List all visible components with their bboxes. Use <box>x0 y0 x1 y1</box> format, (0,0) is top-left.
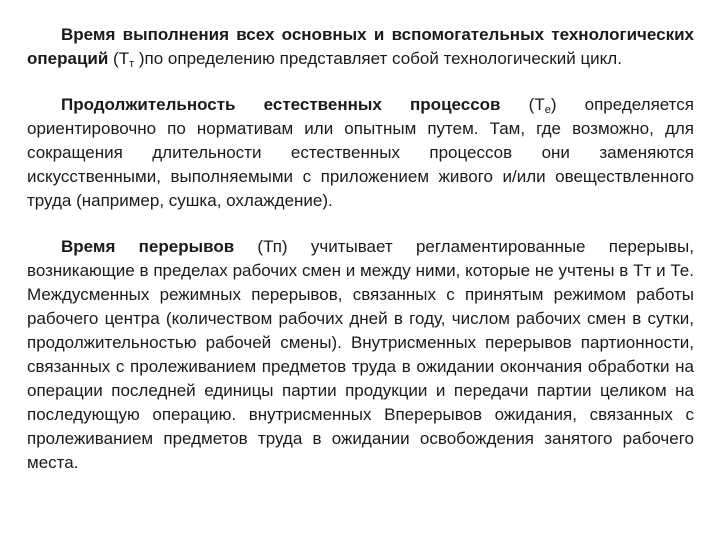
paragraph-text: (Тп) учитывает регламентированные перерывы, возникающие в пределах рабочих смен и между ними, которые не учтены в Тт и Те. Междусменных режимных перерывов, связанных с принятым режимом работы рабочего центра (количеством рабочих дней в году, числом рабочих смен в сутки, продолжительностью рабочей смены). Внутрисменных перерывов партионности, связанных с пролеживанием предметов труда в ожидании окончания обработки на операции последней единицы партии продукции и передачи партии целиком на последующую операцию. внутрисменных Вперерывов ожидания, связанных с пролеживанием предметов труда в ожидании освобождения занятого рабочего места. <box>27 237 694 472</box>
term-breaks-time: Время перерывов <box>61 237 235 256</box>
paragraph-text: )по определению представляет собой технологический цикл. <box>134 49 622 68</box>
term-natural-processes: Продолжительность естественных процессов <box>61 95 501 114</box>
term-operations-time: Время выполнения всех основных и вспомогательных технологических операций <box>27 25 694 68</box>
paragraph-natural-processes <box>27 93 694 213</box>
paragraph-text: ) определяется ориентировочно по нормативам или опытным путем. Там, где возможно, для сокращения длительности естественных процессов они заменяются искусственными, выполняемыми с приложением живого и/или овеществленного труда (например, сушка, охлаждение). <box>27 95 694 210</box>
paragraph-cycle-time <box>27 23 694 71</box>
paragraph-text: (Т <box>500 95 545 114</box>
paragraph-breaks-time <box>27 235 694 475</box>
subscript: е <box>544 104 551 116</box>
paragraph-text: (Т <box>108 49 130 68</box>
subscript: т <box>129 58 135 70</box>
